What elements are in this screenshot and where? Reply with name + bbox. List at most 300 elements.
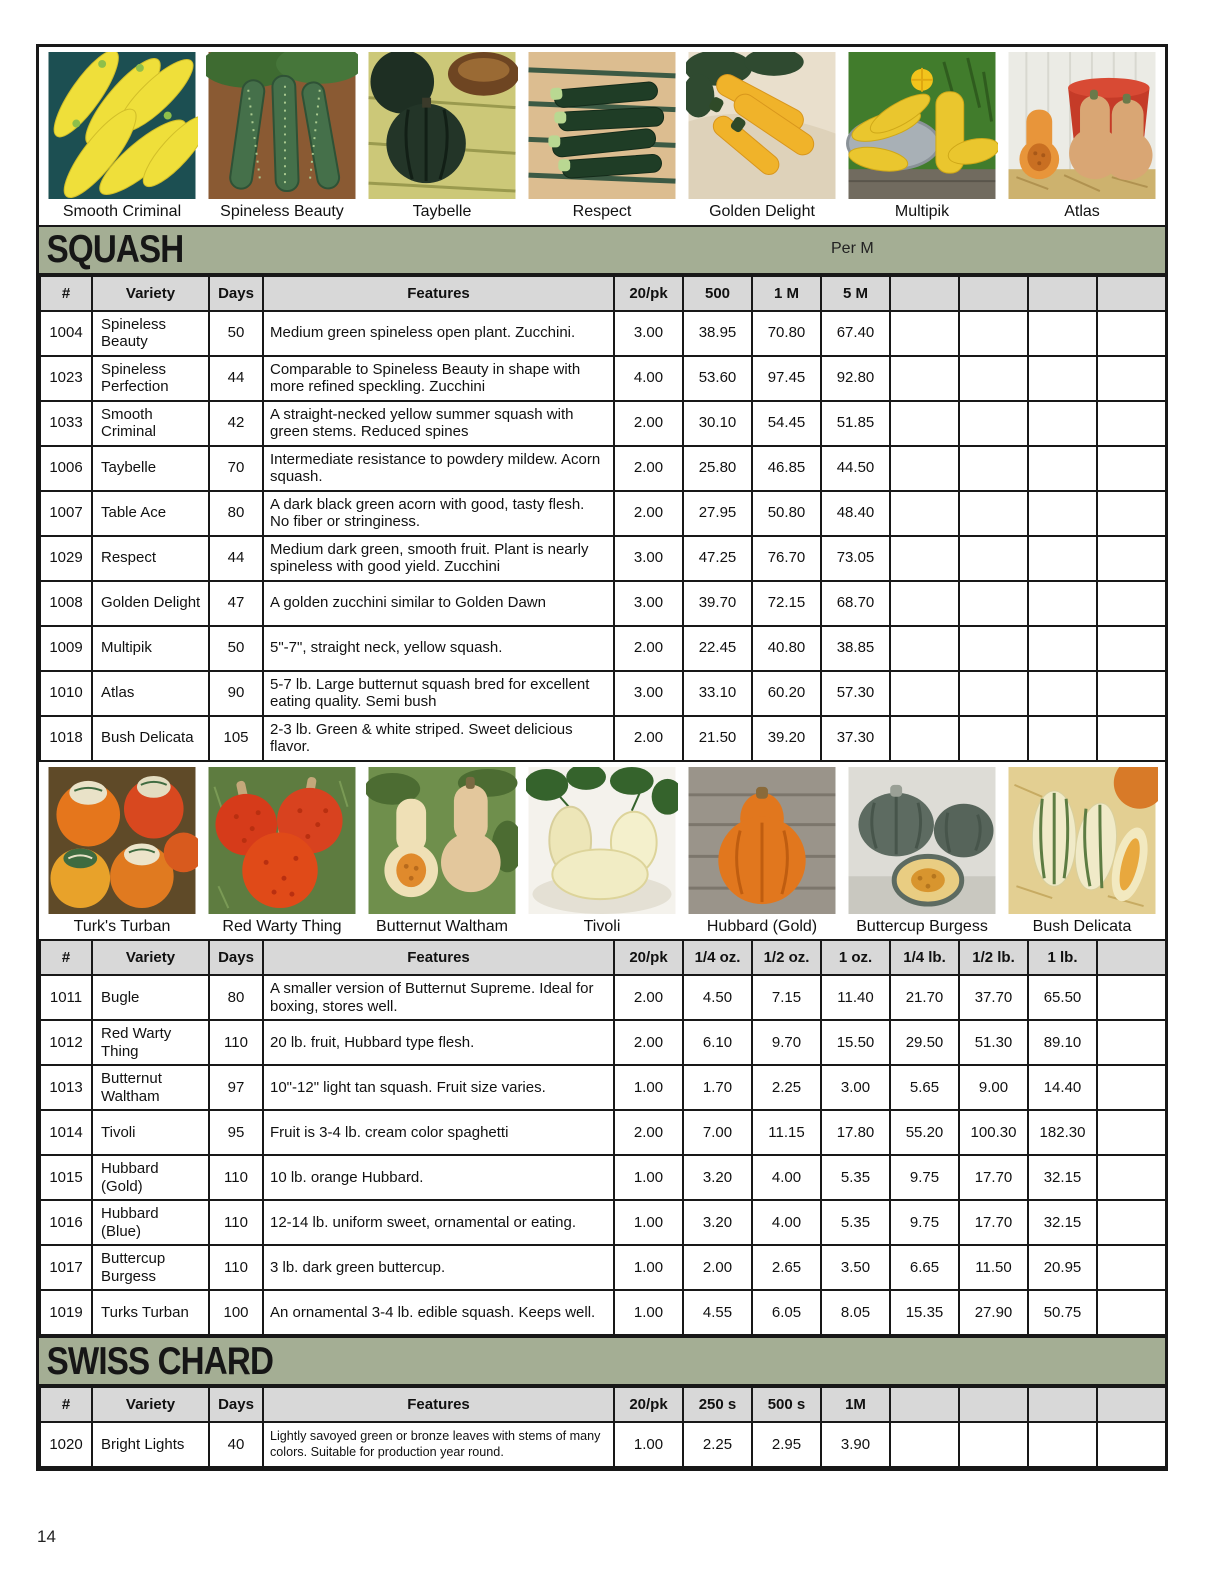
column-header: Days — [209, 940, 263, 975]
column-header: Features — [263, 940, 614, 975]
column-header: Variety — [92, 940, 209, 975]
price-cell: 73.05 — [821, 536, 890, 581]
price-cell: 4.00 — [614, 356, 683, 401]
column-header: 20/pk — [614, 276, 683, 311]
variety-name: Smooth Criminal — [92, 401, 209, 446]
header-row — [40, 276, 1166, 311]
days-value: 110 — [209, 1245, 263, 1290]
table-row — [40, 671, 1166, 716]
column-header: 1M — [821, 1387, 890, 1422]
per-m-note: Per M — [831, 239, 874, 257]
price-cell: 55.20 — [890, 1110, 959, 1155]
price-cell: 6.10 — [683, 1020, 752, 1065]
golden-delight-photo-image — [686, 52, 838, 199]
column-header — [890, 1387, 959, 1422]
price-cell: 4.50 — [683, 975, 752, 1020]
price-cell — [959, 581, 1028, 626]
days-value: 44 — [209, 356, 263, 401]
days-value: 90 — [209, 671, 263, 716]
days-value: 105 — [209, 716, 263, 761]
price-cell: 2.65 — [752, 1245, 821, 1290]
column-header: Variety — [92, 1387, 209, 1422]
price-cell: 2.00 — [683, 1245, 752, 1290]
photo-atlas — [1006, 52, 1158, 223]
features-text: An ornamental 3-4 lb. edible squash. Keeps well. — [263, 1290, 614, 1335]
price-table — [39, 1386, 1167, 1468]
price-cell: 40.80 — [752, 626, 821, 671]
photo-spineless-beauty — [206, 52, 358, 223]
price-cell — [959, 671, 1028, 716]
price-cell: 60.20 — [752, 671, 821, 716]
item-number: 1012 — [40, 1020, 92, 1065]
features-text: Medium green spineless open plant. Zucchini. — [263, 311, 614, 356]
price-cell: 100.30 — [959, 1110, 1028, 1155]
spineless-beauty-photo-image — [206, 52, 358, 199]
section-title-squash: SQUASH — [46, 228, 184, 272]
item-number: 1015 — [40, 1155, 92, 1200]
photo-strip-summer-squash — [39, 47, 1165, 225]
photo-strip-winter-squash — [39, 762, 1165, 940]
price-cell: 6.05 — [752, 1290, 821, 1335]
price-cell: 8.05 — [821, 1290, 890, 1335]
price-cell — [1097, 671, 1166, 716]
price-cell: 4.55 — [683, 1290, 752, 1335]
price-cell — [1097, 401, 1166, 446]
price-cell — [1097, 1422, 1166, 1467]
table-row — [40, 1155, 1166, 1200]
days-value: 100 — [209, 1290, 263, 1335]
column-header: 1 oz. — [821, 940, 890, 975]
price-cell: 17.70 — [959, 1200, 1028, 1245]
variety-name: Spineless Beauty — [92, 311, 209, 356]
price-cell: 14.40 — [1028, 1065, 1097, 1110]
red-warty-thing-photo-image — [206, 767, 358, 914]
price-cell: 1.00 — [614, 1245, 683, 1290]
column-header: 500 — [683, 276, 752, 311]
photo-caption-spineless-beauty: Spineless Beauty — [220, 203, 344, 220]
variety-name: Respect — [92, 536, 209, 581]
variety-name: Buttercup Burgess — [92, 1245, 209, 1290]
price-cell — [959, 356, 1028, 401]
table-row — [40, 401, 1166, 446]
item-number: 1020 — [40, 1422, 92, 1467]
price-cell: 20.95 — [1028, 1245, 1097, 1290]
variety-name: Taybelle — [92, 446, 209, 491]
price-cell: 44.50 — [821, 446, 890, 491]
price-cell: 48.40 — [821, 491, 890, 536]
butternut-waltham-photo-image — [366, 767, 518, 914]
smooth-criminal-photo-image — [46, 52, 198, 199]
price-cell: 2.00 — [614, 1020, 683, 1065]
price-cell: 4.00 — [752, 1200, 821, 1245]
price-cell: 27.90 — [959, 1290, 1028, 1335]
days-value: 47 — [209, 581, 263, 626]
item-number: 1007 — [40, 491, 92, 536]
photo-bush-delicata — [1006, 767, 1158, 938]
column-header: 1/4 lb. — [890, 940, 959, 975]
photo-caption-turks-turban: Turk's Turban — [73, 917, 171, 935]
variety-name: Hubbard (Blue) — [92, 1200, 209, 1245]
column-header: 1 M — [752, 276, 821, 311]
item-number: 1009 — [40, 626, 92, 671]
tivoli-photo-image — [526, 767, 678, 914]
days-value: 110 — [209, 1200, 263, 1245]
item-number: 1018 — [40, 716, 92, 761]
multipik-photo-image — [846, 52, 998, 199]
price-cell: 72.15 — [752, 581, 821, 626]
item-number: 1033 — [40, 401, 92, 446]
price-cell: 50.75 — [1028, 1290, 1097, 1335]
photo-caption-tivoli: Tivoli — [583, 917, 621, 935]
column-header: 250 s — [683, 1387, 752, 1422]
price-cell — [890, 536, 959, 581]
column-header: 1 lb. — [1028, 940, 1097, 975]
table-row — [40, 626, 1166, 671]
price-cell: 22.45 — [683, 626, 752, 671]
photo-caption-smooth-criminal: Smooth Criminal — [62, 203, 182, 220]
price-cell: 9.75 — [890, 1155, 959, 1200]
section-title-swiss-chard: SWISS CHARD — [46, 1339, 274, 1383]
photo-caption-red-warty-thing: Red Warty Thing — [222, 917, 342, 935]
item-number: 1004 — [40, 311, 92, 356]
column-header: Features — [263, 1387, 614, 1422]
price-cell: 32.15 — [1028, 1155, 1097, 1200]
header-row — [40, 1387, 1166, 1422]
price-cell — [1028, 536, 1097, 581]
price-cell — [959, 401, 1028, 446]
price-cell: 1.00 — [614, 1290, 683, 1335]
price-cell — [1097, 1065, 1166, 1110]
price-cell — [1028, 581, 1097, 626]
price-cell: 38.95 — [683, 311, 752, 356]
column-header — [1097, 940, 1166, 975]
photo-caption-golden-delight: Golden Delight — [709, 203, 815, 220]
price-cell: 1.00 — [614, 1200, 683, 1245]
table-row — [40, 1290, 1166, 1335]
days-value: 50 — [209, 626, 263, 671]
column-header: 1/4 oz. — [683, 940, 752, 975]
table-row — [40, 1422, 1166, 1467]
column-header: # — [40, 940, 92, 975]
column-header — [959, 1387, 1028, 1422]
price-cell: 68.70 — [821, 581, 890, 626]
item-number: 1006 — [40, 446, 92, 491]
price-cell: 2.25 — [683, 1422, 752, 1467]
table-row — [40, 716, 1166, 761]
price-cell: 9.00 — [959, 1065, 1028, 1110]
price-cell: 1.00 — [614, 1065, 683, 1110]
price-cell: 2.00 — [614, 446, 683, 491]
column-header: # — [40, 1387, 92, 1422]
table-row — [40, 446, 1166, 491]
price-cell: 29.50 — [890, 1020, 959, 1065]
price-cell — [1097, 626, 1166, 671]
variety-name: Turks Turban — [92, 1290, 209, 1335]
features-text: Fruit is 3-4 lb. cream color spaghetti — [263, 1110, 614, 1155]
column-header: Features — [263, 276, 614, 311]
days-value: 80 — [209, 975, 263, 1020]
item-number: 1013 — [40, 1065, 92, 1110]
photo-caption-bush-delicata: Bush Delicata — [1032, 917, 1132, 935]
days-value: 110 — [209, 1155, 263, 1200]
price-table — [39, 939, 1167, 1336]
photo-caption-buttercup-burgess: Buttercup Burgess — [856, 917, 988, 935]
variety-name: Tivoli — [92, 1110, 209, 1155]
variety-name: Bush Delicata — [92, 716, 209, 761]
price-cell: 3.00 — [614, 536, 683, 581]
price-cell: 2.00 — [614, 401, 683, 446]
item-number: 1029 — [40, 536, 92, 581]
price-cell — [1097, 311, 1166, 356]
price-cell: 9.70 — [752, 1020, 821, 1065]
column-header: 1/2 oz. — [752, 940, 821, 975]
price-cell: 7.00 — [683, 1110, 752, 1155]
photo-caption-atlas: Atlas — [1064, 203, 1100, 220]
column-header: Days — [209, 1387, 263, 1422]
table-row — [40, 581, 1166, 626]
respect-photo-image — [526, 52, 678, 199]
column-header: # — [40, 276, 92, 311]
variety-name: Butternut Waltham — [92, 1065, 209, 1110]
hubbard-gold-photo-image — [686, 767, 838, 914]
photo-caption-butternut-waltham: Butternut Waltham — [376, 917, 508, 935]
column-header — [890, 276, 959, 311]
price-cell — [890, 311, 959, 356]
item-number: 1016 — [40, 1200, 92, 1245]
price-cell — [1097, 716, 1166, 761]
variety-name: Table Ace — [92, 491, 209, 536]
photo-butternut-waltham — [366, 767, 518, 938]
price-cell — [1097, 356, 1166, 401]
variety-name: Multipik — [92, 626, 209, 671]
column-header — [959, 276, 1028, 311]
price-cell — [1028, 491, 1097, 536]
photo-hubbard-gold — [686, 767, 838, 938]
table-row — [40, 311, 1166, 356]
price-cell: 17.80 — [821, 1110, 890, 1155]
price-cell — [959, 1422, 1028, 1467]
price-cell — [959, 716, 1028, 761]
price-cell — [890, 356, 959, 401]
price-cell: 39.20 — [752, 716, 821, 761]
item-number: 1008 — [40, 581, 92, 626]
taybelle-photo-image — [366, 52, 518, 199]
price-cell: 3.00 — [821, 1065, 890, 1110]
price-cell: 46.85 — [752, 446, 821, 491]
price-cell: 54.45 — [752, 401, 821, 446]
price-cell — [959, 446, 1028, 491]
column-header: 5 M — [821, 276, 890, 311]
price-cell: 51.85 — [821, 401, 890, 446]
header-row — [40, 940, 1166, 975]
catalog-content-box — [36, 44, 1168, 1471]
price-cell: 2.00 — [614, 1110, 683, 1155]
price-cell: 92.80 — [821, 356, 890, 401]
price-cell — [1097, 1200, 1166, 1245]
price-cell: 89.10 — [1028, 1020, 1097, 1065]
table-row — [40, 1245, 1166, 1290]
features-text: Lightly savoyed green or bronze leaves with stems of many colors. Suitable for production year round. — [263, 1422, 614, 1467]
price-cell — [959, 311, 1028, 356]
item-number: 1010 — [40, 671, 92, 716]
price-cell: 9.75 — [890, 1200, 959, 1245]
price-cell: 32.15 — [1028, 1200, 1097, 1245]
price-cell — [1028, 716, 1097, 761]
price-cell: 57.30 — [821, 671, 890, 716]
price-cell: 2.00 — [614, 716, 683, 761]
photo-turks-turban — [46, 767, 198, 938]
price-cell — [1028, 401, 1097, 446]
section-header-swiss-chard — [39, 1336, 1165, 1386]
price-cell: 6.65 — [890, 1245, 959, 1290]
days-value: 80 — [209, 491, 263, 536]
price-cell: 11.15 — [752, 1110, 821, 1155]
photo-caption-multipik: Multipik — [894, 203, 950, 220]
item-number: 1023 — [40, 356, 92, 401]
item-number: 1017 — [40, 1245, 92, 1290]
price-cell — [1028, 356, 1097, 401]
price-cell: 65.50 — [1028, 975, 1097, 1020]
column-header: 1/2 lb. — [959, 940, 1028, 975]
features-text: 2-3 lb. Green & white striped. Sweet delicious flavor. — [263, 716, 614, 761]
price-cell — [890, 491, 959, 536]
price-cell: 37.70 — [959, 975, 1028, 1020]
photo-respect — [526, 52, 678, 223]
page-number: 14 — [37, 1527, 56, 1546]
item-number: 1019 — [40, 1290, 92, 1335]
column-header: 20/pk — [614, 1387, 683, 1422]
price-cell: 70.80 — [752, 311, 821, 356]
price-cell: 3.20 — [683, 1155, 752, 1200]
features-text: A smaller version of Butternut Supreme. Ideal for boxing, stores well. — [263, 975, 614, 1020]
photo-buttercup-burgess — [846, 767, 998, 938]
swiss-chard-table-wrap — [39, 1386, 1165, 1468]
price-cell: 51.30 — [959, 1020, 1028, 1065]
price-cell — [1097, 1110, 1166, 1155]
price-cell — [890, 446, 959, 491]
price-cell: 50.80 — [752, 491, 821, 536]
price-cell: 3.20 — [683, 1200, 752, 1245]
buttercup-burgess-photo-image — [846, 767, 998, 914]
price-cell: 2.00 — [614, 975, 683, 1020]
days-value: 70 — [209, 446, 263, 491]
price-cell: 7.15 — [752, 975, 821, 1020]
price-cell: 39.70 — [683, 581, 752, 626]
squash-main-table-wrap — [39, 275, 1165, 762]
price-cell: 3.50 — [821, 1245, 890, 1290]
price-cell — [1097, 446, 1166, 491]
photo-smooth-criminal — [46, 52, 198, 223]
price-cell — [1097, 1020, 1166, 1065]
days-value: 44 — [209, 536, 263, 581]
features-text: A straight-necked yellow summer squash with green stems. Reduced spines — [263, 401, 614, 446]
variety-name: Bright Lights — [92, 1422, 209, 1467]
price-cell: 2.00 — [614, 626, 683, 671]
bush-delicata-photo-image — [1006, 767, 1158, 914]
turks-turban-photo-image — [46, 767, 198, 914]
price-cell: 3.00 — [614, 581, 683, 626]
column-header: Variety — [92, 276, 209, 311]
price-cell: 21.70 — [890, 975, 959, 1020]
features-text: 5"-7", straight neck, yellow squash. — [263, 626, 614, 671]
price-cell: 2.95 — [752, 1422, 821, 1467]
price-cell — [959, 626, 1028, 671]
price-cell: 37.30 — [821, 716, 890, 761]
column-header — [1028, 1387, 1097, 1422]
photo-caption-respect: Respect — [572, 203, 632, 220]
features-text: 3 lb. dark green buttercup. — [263, 1245, 614, 1290]
price-cell: 33.10 — [683, 671, 752, 716]
variety-name: Spineless Perfection — [92, 356, 209, 401]
features-text: Intermediate resistance to powdery mildew. Acorn squash. — [263, 446, 614, 491]
price-cell: 5.35 — [821, 1200, 890, 1245]
days-value: 95 — [209, 1110, 263, 1155]
photo-caption-taybelle: Taybelle — [412, 203, 472, 220]
price-cell — [890, 671, 959, 716]
price-cell: 1.70 — [683, 1065, 752, 1110]
price-cell — [890, 1422, 959, 1467]
photo-taybelle — [366, 52, 518, 223]
days-value: 50 — [209, 311, 263, 356]
days-value: 40 — [209, 1422, 263, 1467]
variety-name: Atlas — [92, 671, 209, 716]
column-header: 20/pk — [614, 940, 683, 975]
column-header — [1097, 276, 1166, 311]
price-cell: 27.95 — [683, 491, 752, 536]
price-cell: 2.25 — [752, 1065, 821, 1110]
price-cell — [1097, 975, 1166, 1020]
price-cell: 182.30 — [1028, 1110, 1097, 1155]
variety-name: Hubbard (Gold) — [92, 1155, 209, 1200]
variety-name: Bugle — [92, 975, 209, 1020]
price-cell — [1097, 491, 1166, 536]
photo-multipik — [846, 52, 998, 223]
features-text: Comparable to Spineless Beauty in shape with more refined speckling. Zucchini — [263, 356, 614, 401]
price-cell: 30.10 — [683, 401, 752, 446]
price-cell — [1028, 311, 1097, 356]
features-text: 10"-12" light tan squash. Fruit size varies. — [263, 1065, 614, 1110]
atlas-photo-image — [1006, 52, 1158, 199]
photo-red-warty-thing — [206, 767, 358, 938]
section-header-squash — [39, 225, 1165, 275]
price-cell: 4.00 — [752, 1155, 821, 1200]
price-cell: 21.50 — [683, 716, 752, 761]
column-header: Days — [209, 276, 263, 311]
price-cell — [1097, 581, 1166, 626]
table-row — [40, 536, 1166, 581]
price-cell: 76.70 — [752, 536, 821, 581]
photo-tivoli — [526, 767, 678, 938]
features-text: A dark black green acorn with good, tasty flesh. No fiber or stringiness. — [263, 491, 614, 536]
squash-winter-table-wrap — [39, 939, 1165, 1336]
price-cell — [890, 716, 959, 761]
price-cell — [890, 401, 959, 446]
item-number: 1014 — [40, 1110, 92, 1155]
days-value: 42 — [209, 401, 263, 446]
features-text: 20 lb. fruit, Hubbard type flesh. — [263, 1020, 614, 1065]
price-cell: 47.25 — [683, 536, 752, 581]
table-row — [40, 1065, 1166, 1110]
price-cell — [890, 626, 959, 671]
price-cell: 1.00 — [614, 1155, 683, 1200]
price-cell: 97.45 — [752, 356, 821, 401]
table-row — [40, 1200, 1166, 1245]
price-cell — [1028, 446, 1097, 491]
features-text: Medium dark green, smooth fruit. Plant is nearly spineless with good yield. Zucchini — [263, 536, 614, 581]
days-value: 97 — [209, 1065, 263, 1110]
column-header: 500 s — [752, 1387, 821, 1422]
photo-golden-delight — [686, 52, 838, 223]
